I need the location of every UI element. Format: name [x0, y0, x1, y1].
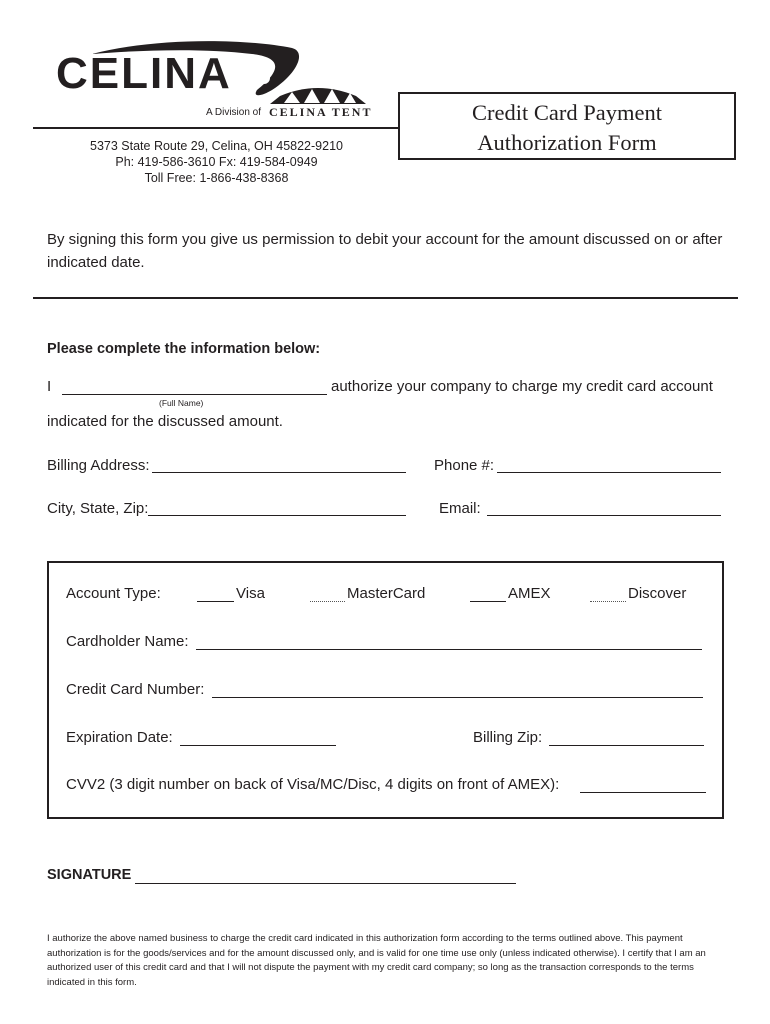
billing-zip-field[interactable] — [549, 745, 704, 746]
option-discover: Discover — [628, 585, 687, 602]
option-amex: AMEX — [508, 585, 551, 602]
city-state-zip-field[interactable] — [148, 515, 406, 516]
section-divider — [33, 297, 738, 299]
billing-zip-label: Billing Zip: — [473, 729, 543, 746]
card-number-label: Credit Card Number: — [66, 681, 205, 698]
card-number-field[interactable] — [212, 697, 703, 698]
terms-paragraph: I authorize the above named business to charge the credit card indicated in this authorization form according to the terms outlined above. This payment authorization is for the goods/services and for the amount discussed only, and is valid for one time use only (unless indicated otherwise). I certify that I am an authorized user of this credit card and that I will not dispute the payment with my credit card company; so long as the transaction corresponds to the terms indicated in this form. — [47, 933, 706, 988]
full-name-field[interactable] — [62, 394, 327, 395]
billing-address-field[interactable] — [152, 472, 406, 473]
cardholder-name-field[interactable] — [196, 649, 702, 650]
billing-address-label: Billing Address: — [47, 457, 150, 474]
phone-field[interactable] — [497, 472, 721, 473]
prefix-i: I — [47, 378, 52, 395]
company-phone-fax: Ph: 419-586-3610 Fx: 419-584-0949 — [115, 155, 318, 169]
company-address: 5373 State Route 29, Celina, OH 45822-9210 — [90, 139, 343, 153]
discover-checkbox-line[interactable] — [590, 601, 626, 602]
division-prefix: A Division of — [206, 107, 262, 118]
header-divider — [33, 127, 400, 129]
option-mastercard: MasterCard — [347, 585, 426, 602]
expiration-date-label: Expiration Date: — [66, 729, 173, 746]
cvv-label: CVV2 (3 digit number on back of Visa/MC/Disc, 4 digits on front of AMEX): — [66, 776, 560, 793]
tent-icon — [270, 84, 366, 106]
signature-label: SIGNATURE — [47, 867, 132, 883]
cardholder-name-label: Cardholder Name: — [66, 633, 189, 650]
email-label: Email: — [439, 500, 481, 517]
form-title-line1: Credit Card Payment — [472, 100, 662, 125]
signature-field[interactable] — [135, 883, 516, 884]
company-logo-text: CELINA — [56, 49, 232, 98]
form-title-box — [398, 92, 736, 160]
authorize-continuation: indicated for the discussed amount. — [47, 413, 283, 430]
division-brand: CELINA TENT — [269, 105, 373, 119]
info-section-heading: Please complete the information below: — [47, 341, 321, 357]
phone-label: Phone #: — [434, 457, 495, 474]
intro-paragraph: By signing this form you give us permission to debit your account for the amount discussed on or after indicated date. — [47, 231, 723, 271]
visa-checkbox-line[interactable] — [197, 601, 234, 602]
full-name-hint: (Full Name) — [159, 398, 204, 408]
city-state-zip-label: City, State, Zip: — [47, 500, 149, 517]
mastercard-checkbox-line[interactable] — [310, 601, 345, 602]
amex-checkbox-line[interactable] — [470, 601, 506, 602]
authorize-text: authorize your company to charge my credit card account — [331, 378, 713, 395]
company-toll-free: Toll Free: 1-866-438-8368 — [144, 171, 289, 185]
expiration-date-field[interactable] — [180, 745, 336, 746]
option-visa: Visa — [236, 585, 265, 602]
account-type-label: Account Type: — [66, 585, 161, 602]
cvv-field[interactable] — [580, 792, 706, 793]
email-field[interactable] — [487, 515, 721, 516]
form-title-line2: Authorization Form — [477, 130, 657, 155]
